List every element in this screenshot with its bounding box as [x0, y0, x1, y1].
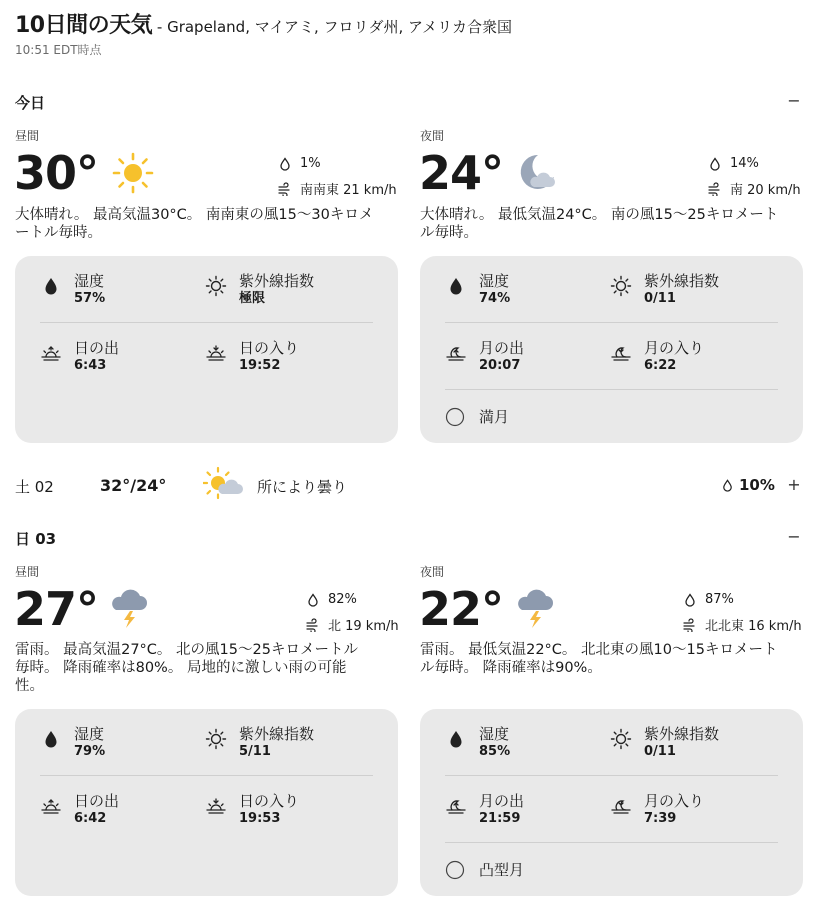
expand-sat-button[interactable]: +	[787, 475, 801, 494]
night-description: 雷雨。 最低気温22°C。 北北東の風10～15キロメートル毎時。 降雨確率は90%。	[420, 642, 778, 676]
rain-chance	[278, 156, 321, 171]
rain-value: 10%	[739, 476, 775, 494]
rain-chance	[306, 592, 357, 607]
raindrop-icon	[306, 593, 320, 607]
humidity-drop-icon	[445, 728, 467, 750]
uv-item	[205, 272, 314, 307]
moonrise-time: 20:07	[479, 358, 521, 373]
uv-sun-icon	[205, 728, 227, 750]
wind-icon	[708, 182, 722, 196]
uv-value: 0/11	[644, 744, 676, 759]
moonrise-icon	[445, 795, 467, 817]
day-label: 昼間	[15, 129, 40, 143]
row-rain-sat	[721, 476, 775, 494]
humidity-value: 74%	[479, 291, 511, 306]
sunset-label: 日の入り	[239, 792, 300, 810]
day-description: 雷雨。 最高気温27°C。 北の風15～25キロメートル毎時。 降雨確率は80%。 局地的に激しい雨の可能性。	[15, 642, 358, 694]
uv-label: 紫外線指数	[644, 272, 720, 290]
row-temps-sat: 32°/24°	[100, 476, 167, 495]
moonset-time: 6:22	[644, 358, 677, 373]
humidity-value: 79%	[74, 744, 106, 759]
humidity-item	[40, 272, 105, 307]
sunset-item	[205, 339, 299, 374]
details-divider	[40, 322, 373, 323]
partly-cloudy-icon	[203, 464, 243, 504]
night-details-card	[420, 709, 803, 896]
rain-value: 1%	[300, 156, 321, 171]
moonset-icon	[610, 342, 632, 364]
humidity-value: 85%	[479, 744, 511, 759]
moon-phase-icon	[445, 406, 467, 428]
details-divider	[445, 842, 778, 843]
day-details-card	[15, 709, 398, 896]
moon-phase-item	[445, 859, 524, 881]
raindrop-icon	[721, 479, 734, 492]
row-condition-sat: 所により曇り	[257, 478, 348, 496]
details-divider	[445, 775, 778, 776]
page-title: 10日間の天気	[15, 13, 153, 38]
sunrise-label: 日の出	[74, 792, 120, 810]
uv-value: 極限	[239, 291, 266, 306]
day-label: 昼間	[15, 565, 40, 579]
thunderstorm-icon	[108, 586, 152, 630]
moonset-item	[610, 792, 704, 827]
wind-icon	[278, 182, 292, 196]
moonset-icon	[610, 795, 632, 817]
wind-value: 南南東 21 km/h	[300, 183, 397, 198]
night-rain-chance	[708, 156, 759, 171]
sunrise-time: 6:43	[74, 358, 107, 373]
night-temperature: 24°	[419, 146, 504, 200]
details-divider	[40, 775, 373, 776]
sunrise-icon	[40, 795, 62, 817]
wind-info	[306, 615, 399, 634]
uv-sun-icon	[610, 728, 632, 750]
sunset-time: 19:53	[239, 811, 281, 826]
moonrise-item	[445, 792, 524, 827]
wind-value: 北 19 km/h	[328, 619, 399, 634]
sunset-label: 日の入り	[239, 339, 300, 357]
humidity-label: 湿度	[74, 725, 105, 743]
night-wind-info	[683, 615, 802, 634]
humidity-drop-icon	[40, 275, 62, 297]
updated-time: 10:51 EDT時点	[15, 43, 102, 57]
day-temperature: 27°	[14, 582, 99, 636]
uv-item	[205, 725, 314, 760]
day-temperature: 30°	[14, 146, 99, 200]
sunrise-time: 6:42	[74, 811, 107, 826]
rain-value: 14%	[730, 156, 759, 171]
raindrop-icon	[278, 157, 292, 171]
moonset-label: 月の入り	[644, 792, 705, 810]
section-title-sun03: 日 03	[15, 530, 57, 548]
sunrise-item	[40, 339, 119, 374]
row-day-sat[interactable]: 土 02	[15, 478, 54, 496]
location-name: Grapeland, マイアミ, フロリダ州, アメリカ合衆国	[167, 18, 513, 36]
night-wind-info	[708, 179, 801, 198]
wind-value: 南 20 km/h	[730, 183, 801, 198]
sunrise-icon	[40, 342, 62, 364]
wind-info	[278, 179, 397, 198]
raindrop-icon	[708, 157, 722, 171]
humidity-item	[40, 725, 105, 760]
uv-value: 5/11	[239, 744, 271, 759]
night-label: 夜間	[420, 129, 445, 143]
night-cloudy-icon	[514, 151, 558, 195]
moonset-item	[610, 339, 704, 374]
sunset-item	[205, 792, 299, 827]
collapse-sun03-button[interactable]: −	[787, 527, 801, 546]
thunderstorm-icon	[514, 586, 558, 630]
humidity-value: 57%	[74, 291, 106, 306]
humidity-label: 湿度	[74, 272, 105, 290]
humidity-drop-icon	[40, 728, 62, 750]
uv-value: 0/11	[644, 291, 676, 306]
uv-item	[610, 725, 719, 760]
night-temperature: 22°	[419, 582, 504, 636]
uv-sun-icon	[205, 275, 227, 297]
moonrise-icon	[445, 342, 467, 364]
moonrise-time: 21:59	[479, 811, 521, 826]
rain-value: 82%	[328, 592, 357, 607]
sunrise-item	[40, 792, 119, 827]
humidity-label: 湿度	[479, 272, 510, 290]
moonrise-label: 月の出	[479, 339, 525, 357]
humidity-label: 湿度	[479, 725, 510, 743]
moonset-label: 月の入り	[644, 339, 705, 357]
wind-icon	[306, 618, 320, 632]
moon-phase-label: 凸型月	[479, 861, 525, 879]
day-description: 大体晴れ。 最高気温30°C。 南南東の風15～30キロメートル毎時。	[15, 207, 374, 241]
humidity-item	[445, 725, 510, 760]
night-details-card	[420, 256, 803, 443]
details-divider	[445, 389, 778, 390]
sunrise-label: 日の出	[74, 339, 120, 357]
moon-phase-icon	[445, 859, 467, 881]
section-title-today: 今日	[15, 94, 46, 112]
moonrise-item	[445, 339, 524, 374]
wind-value: 北北東 16 km/h	[705, 619, 802, 634]
uv-label: 紫外線指数	[644, 725, 720, 743]
moon-phase-label: 満月	[479, 408, 510, 426]
raindrop-icon	[683, 593, 697, 607]
day-details-card	[15, 256, 398, 443]
humidity-drop-icon	[445, 275, 467, 297]
title-separator: -	[152, 18, 168, 36]
night-description: 大体晴れ。 最低気温24°C。 南の風15～25キロメートル毎時。	[420, 207, 779, 241]
uv-sun-icon	[610, 275, 632, 297]
night-label: 夜間	[420, 565, 445, 579]
sunset-time: 19:52	[239, 358, 281, 373]
rain-value: 87%	[705, 592, 734, 607]
moonrise-label: 月の出	[479, 792, 525, 810]
sunset-icon	[205, 795, 227, 817]
page-header	[15, 8, 512, 39]
uv-item	[610, 272, 719, 307]
moonset-time: 7:39	[644, 811, 677, 826]
collapse-today-button[interactable]: −	[787, 91, 801, 110]
uv-label: 紫外線指数	[239, 272, 315, 290]
night-rain-chance	[683, 592, 734, 607]
wind-icon	[683, 618, 697, 632]
moon-phase-item	[445, 406, 509, 428]
humidity-item	[445, 272, 510, 307]
uv-label: 紫外線指数	[239, 725, 315, 743]
sunset-icon	[205, 342, 227, 364]
sunny-icon	[111, 151, 155, 195]
details-divider	[445, 322, 778, 323]
